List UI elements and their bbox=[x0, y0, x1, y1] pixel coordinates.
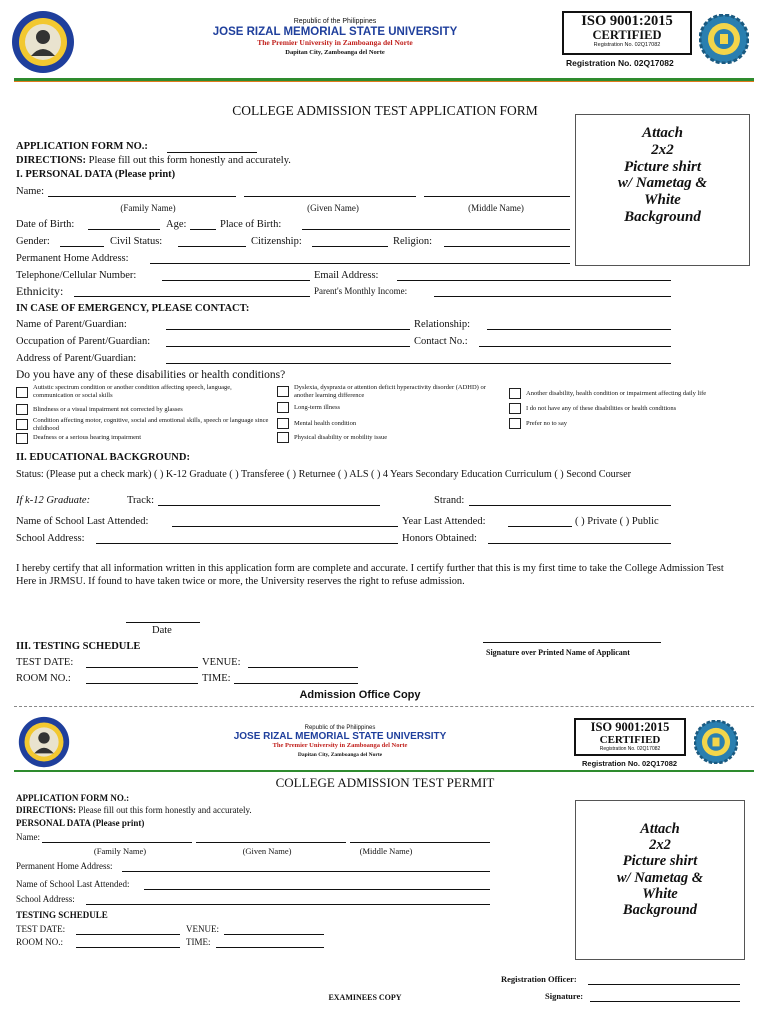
directions: DIRECTIONS: Please fill out this form honestly and accurately. bbox=[16, 155, 291, 166]
civil-status-label: Civil Status: bbox=[110, 236, 163, 247]
condition-checkbox-physical[interactable] bbox=[277, 432, 289, 443]
test-date-field[interactable] bbox=[86, 667, 198, 668]
applicant-signature-caption: Signature over Printed Name of Applicant bbox=[486, 648, 630, 657]
university-seal-top bbox=[11, 10, 75, 74]
aaccup-gear-logo-icon bbox=[694, 720, 738, 764]
permit-directions: DIRECTIONS: Please fill out this form honestly and accurately. bbox=[16, 805, 252, 815]
relationship-label: Relationship: bbox=[414, 319, 470, 330]
condition-label-deafness: Deafness or a serious hearing impairment bbox=[33, 434, 142, 441]
religion-field[interactable] bbox=[444, 246, 570, 247]
university-seal-bottom bbox=[18, 716, 70, 768]
condition-label-mental: Mental health condition bbox=[294, 420, 357, 427]
permit-given-name-caption: (Given Name) bbox=[242, 846, 292, 856]
home-address-label: Permanent Home Address: bbox=[16, 253, 129, 264]
registration-officer-field[interactable] bbox=[588, 984, 740, 985]
condition-checkbox-motor[interactable] bbox=[16, 419, 28, 430]
pob-label: Place of Birth: bbox=[220, 219, 282, 230]
income-label: Parent's Monthly Income: bbox=[314, 286, 408, 296]
contact-label: Contact No.: bbox=[414, 336, 468, 347]
aaccup-logo-bottom bbox=[694, 720, 738, 764]
track-field[interactable] bbox=[158, 505, 380, 506]
permit-personal-heading: PERSONAL DATA (Please print) bbox=[16, 818, 145, 828]
strand-field[interactable] bbox=[469, 505, 671, 506]
condition-checkbox-prefer-not[interactable] bbox=[509, 418, 521, 429]
occupation-field[interactable] bbox=[166, 346, 410, 347]
permit-home-address-field[interactable] bbox=[122, 871, 490, 872]
app-form-no-field[interactable] bbox=[167, 152, 257, 153]
permit-rule-green bbox=[14, 770, 754, 772]
permit-time-field[interactable] bbox=[216, 947, 324, 948]
permit-school-address-label: School Address: bbox=[16, 894, 75, 904]
parent-name-field[interactable] bbox=[166, 329, 410, 330]
gender-field[interactable] bbox=[60, 246, 104, 247]
school-last-field[interactable] bbox=[172, 526, 398, 527]
school-address-field[interactable] bbox=[96, 543, 398, 544]
date-field[interactable] bbox=[126, 622, 200, 623]
permit-venue-field[interactable] bbox=[224, 934, 324, 935]
permit-test-date-field[interactable] bbox=[76, 934, 180, 935]
parent-name-label: Name of Parent/Guardian: bbox=[16, 319, 127, 330]
tagline: The Premier University in Zamboanga del Norte bbox=[257, 38, 413, 47]
middle-name-field[interactable] bbox=[424, 196, 570, 197]
republic-text-permit: Republic of the Philippines bbox=[304, 725, 376, 731]
permit-room-no-label: ROOM NO.: bbox=[16, 937, 64, 947]
permit-family-name-field[interactable] bbox=[42, 842, 192, 843]
city-text: Dapitan City, Zamboanga del Norte bbox=[285, 49, 385, 56]
permit-name-label: Name: bbox=[16, 832, 40, 842]
iso-badge bbox=[562, 11, 692, 55]
photo-instructions: Attach 2x2 Picture shirt w/ Nametag & White Background bbox=[617, 125, 708, 225]
iso-registration-small-permit: Registration No. 02Q17082 bbox=[599, 746, 661, 752]
venue-label: VENUE: bbox=[202, 657, 241, 668]
testing-schedule-heading: III. TESTING SCHEDULE bbox=[16, 641, 141, 652]
disability-question: Do you have any of these disabilities or health conditions? bbox=[16, 369, 286, 381]
honors-label: Honors Obtained: bbox=[402, 533, 477, 544]
permit-school-last-label: Name of School Last Attended: bbox=[16, 879, 130, 889]
occupation-label: Occupation of Parent/Guardian: bbox=[16, 336, 151, 347]
certified-label: CERTIFIED bbox=[592, 28, 662, 42]
iso-badge-permit bbox=[574, 718, 686, 756]
university-seal-icon bbox=[18, 716, 70, 768]
permit-family-name-caption: (Family Name) bbox=[93, 846, 147, 856]
permit-home-address-label: Permanent Home Address: bbox=[16, 861, 113, 871]
condition-checkbox-autistic[interactable] bbox=[16, 387, 28, 398]
university-name: JOSE RIZAL MEMORIAL STATE UNIVERSITY bbox=[212, 26, 458, 38]
condition-label-none: I do not have any of these disabilities or health conditions bbox=[526, 405, 677, 412]
citizenship-label: Citizenship: bbox=[251, 236, 302, 247]
tagline-permit: The Premier University in Zamboanga del Norte bbox=[272, 742, 408, 749]
signature-label: Signature: bbox=[545, 991, 584, 1001]
given-name-field[interactable] bbox=[244, 196, 416, 197]
iso-label-permit: ISO 9001:2015 bbox=[590, 720, 670, 734]
school-last-label: Name of School Last Attended: bbox=[16, 516, 149, 527]
condition-checkbox-mental[interactable] bbox=[277, 418, 289, 429]
relationship-field[interactable] bbox=[487, 329, 671, 330]
time-field[interactable] bbox=[234, 683, 358, 684]
permit-photo-box bbox=[575, 800, 745, 960]
dob-field[interactable] bbox=[88, 229, 160, 230]
aaccup-logo-top bbox=[699, 14, 749, 64]
permit-photo-instructions: Attach 2x2 Picture shirt w/ Nametag & White Background bbox=[616, 821, 704, 919]
condition-label-dyslexia: Dyslexia, dyspraxia or attention deficit hyperactivity disorder (ADHD) or another learning difference bbox=[294, 384, 486, 399]
name-label: Name: bbox=[16, 186, 44, 197]
university-name-permit: JOSE RIZAL MEMORIAL STATE UNIVERSITY bbox=[233, 731, 447, 742]
ethnicity-label: Ethnicity: bbox=[16, 284, 64, 298]
year-last-field[interactable] bbox=[508, 526, 572, 527]
honors-field[interactable] bbox=[488, 543, 671, 544]
test-date-label: TEST DATE: bbox=[16, 657, 74, 668]
home-address-field[interactable] bbox=[150, 263, 570, 264]
pob-field[interactable] bbox=[302, 229, 570, 230]
middle-name-caption: (Middle Name) bbox=[468, 203, 524, 213]
k12-label: If k-12 Graduate: bbox=[16, 495, 91, 506]
permit-venue-label: VENUE: bbox=[186, 924, 219, 934]
religion-label: Religion: bbox=[393, 236, 433, 247]
certified-label-permit: CERTIFIED bbox=[599, 734, 661, 746]
school-address-label: School Address: bbox=[16, 533, 85, 544]
condition-checkbox-another[interactable] bbox=[509, 388, 521, 399]
aaccup-gear-logo-icon bbox=[699, 14, 749, 64]
condition-label-motor: Condition affecting motor, cognitive, social and emotional skills, speech or language since childhood bbox=[33, 417, 269, 432]
permit-time-label: TIME: bbox=[186, 937, 211, 947]
income-field[interactable] bbox=[434, 296, 671, 297]
track-label: Track: bbox=[127, 495, 155, 506]
condition-checkbox-blindness[interactable] bbox=[16, 404, 28, 415]
citizenship-field[interactable] bbox=[312, 246, 388, 247]
permit-app-no-label: APPLICATION FORM NO.: bbox=[16, 793, 130, 803]
signature-field[interactable] bbox=[590, 1001, 740, 1002]
certification-statement: I hereby certify that all information written in this application form are complete and accurate. I certify further that this is my first time to take the College Admission Test Here in JRMSU. If found to have taken twice or more, the University reserves the right to refuse admission. bbox=[16, 563, 724, 587]
permit-room-no-field[interactable] bbox=[76, 947, 180, 948]
condition-label-physical: Physical disability or mobility issue bbox=[294, 434, 388, 441]
time-label: TIME: bbox=[202, 673, 231, 684]
cut-line bbox=[14, 706, 754, 707]
applicant-signature-field[interactable] bbox=[483, 642, 661, 643]
form-title: COLLEGE ADMISSION TEST APPLICATION FORM bbox=[232, 103, 538, 118]
condition-checkbox-deafness[interactable] bbox=[16, 433, 28, 444]
registration-number: Registration No. 02Q17082 bbox=[566, 58, 674, 68]
republic-text: Republic of the Philippines bbox=[293, 18, 377, 25]
permit-testing-heading: TESTING SCHEDULE bbox=[16, 910, 108, 920]
date-label: Date bbox=[152, 625, 172, 636]
email-field[interactable] bbox=[397, 280, 671, 281]
private-public-options[interactable]: ( ) Private ( ) Public bbox=[575, 516, 659, 527]
condition-label-autistic: Autistic spectrum condition or another condition affecting speech, language, communication or social skills bbox=[33, 384, 232, 399]
app-form-no-label: APPLICATION FORM NO.: bbox=[16, 141, 148, 152]
family-name-field[interactable] bbox=[48, 196, 236, 197]
permit-test-date-label: TEST DATE: bbox=[16, 924, 66, 934]
parent-address-label: Address of Parent/Guardian: bbox=[16, 353, 137, 364]
iso-registration-small: Registration No. 02Q17082 bbox=[593, 42, 661, 48]
permit-school-address-field[interactable] bbox=[86, 904, 490, 905]
parent-address-field[interactable] bbox=[166, 363, 671, 364]
room-no-field[interactable] bbox=[86, 683, 198, 684]
permit-middle-name-field[interactable] bbox=[350, 842, 490, 843]
condition-checkbox-illness[interactable] bbox=[277, 402, 289, 413]
ethnicity-field[interactable] bbox=[74, 296, 310, 297]
iso-label: ISO 9001:2015 bbox=[581, 13, 673, 29]
personal-data-heading: I. PERSONAL DATA (Please print) bbox=[16, 169, 176, 180]
condition-label-blindness: Blindness or a visual impairment not corrected by glasses bbox=[33, 406, 183, 413]
header-rule-orange bbox=[14, 81, 754, 82]
educational-heading: II. EDUCATIONAL BACKGROUND: bbox=[16, 452, 190, 463]
email-label: Email Address: bbox=[314, 270, 379, 281]
university-seal-icon bbox=[11, 10, 75, 74]
dob-label: Date of Birth: bbox=[16, 219, 75, 230]
registration-number-permit: Registration No. 02Q17082 bbox=[582, 759, 678, 768]
age-label: Age: bbox=[166, 219, 187, 230]
condition-label-another: Another disability, health condition or impairment affecting daily life bbox=[526, 390, 707, 397]
city-text-permit: Dapitan City, Zamboanga del Norte bbox=[297, 752, 383, 758]
condition-checkbox-dyslexia[interactable] bbox=[277, 386, 289, 397]
gender-label: Gender: bbox=[16, 236, 50, 247]
age-field[interactable] bbox=[190, 229, 216, 230]
permit-title: COLLEGE ADMISSION TEST PERMIT bbox=[275, 775, 495, 790]
condition-checkbox-none[interactable] bbox=[509, 403, 521, 414]
telephone-label: Telephone/Cellular Number: bbox=[16, 270, 137, 281]
strand-label: Strand: bbox=[434, 495, 465, 506]
permit-school-last-field[interactable] bbox=[144, 889, 490, 890]
telephone-field[interactable] bbox=[162, 280, 310, 281]
room-no-label: ROOM NO.: bbox=[16, 673, 71, 684]
year-last-label: Year Last Attended: bbox=[402, 516, 486, 527]
photo-box bbox=[575, 114, 750, 266]
permit-middle-name-caption: (Middle Name) bbox=[359, 846, 413, 856]
venue-field[interactable] bbox=[248, 667, 358, 668]
status-line: Status: (Please put a check mark) ( ) K-12 Graduate ( ) Transferee ( ) Returnee ( ) ALS ( ) 4 Years Secondary Education Curriculum ( ) Second Courser bbox=[16, 469, 632, 480]
permit-given-name-field[interactable] bbox=[196, 842, 346, 843]
given-name-caption: (Given Name) bbox=[307, 203, 359, 213]
family-name-caption: (Family Name) bbox=[120, 203, 176, 213]
registration-officer-label: Registration Officer: bbox=[501, 974, 577, 984]
contact-field[interactable] bbox=[479, 346, 671, 347]
civil-status-field[interactable] bbox=[178, 246, 246, 247]
emergency-heading: IN CASE OF EMERGENCY, PLEASE CONTACT: bbox=[16, 303, 250, 314]
examinees-copy-label: EXAMINEES COPY bbox=[328, 993, 402, 1002]
admission-office-copy-label: Admission Office Copy bbox=[299, 689, 421, 701]
condition-label-prefer-not: Prefer no to say bbox=[526, 420, 567, 427]
condition-label-illness: Long-term illness bbox=[294, 404, 341, 411]
